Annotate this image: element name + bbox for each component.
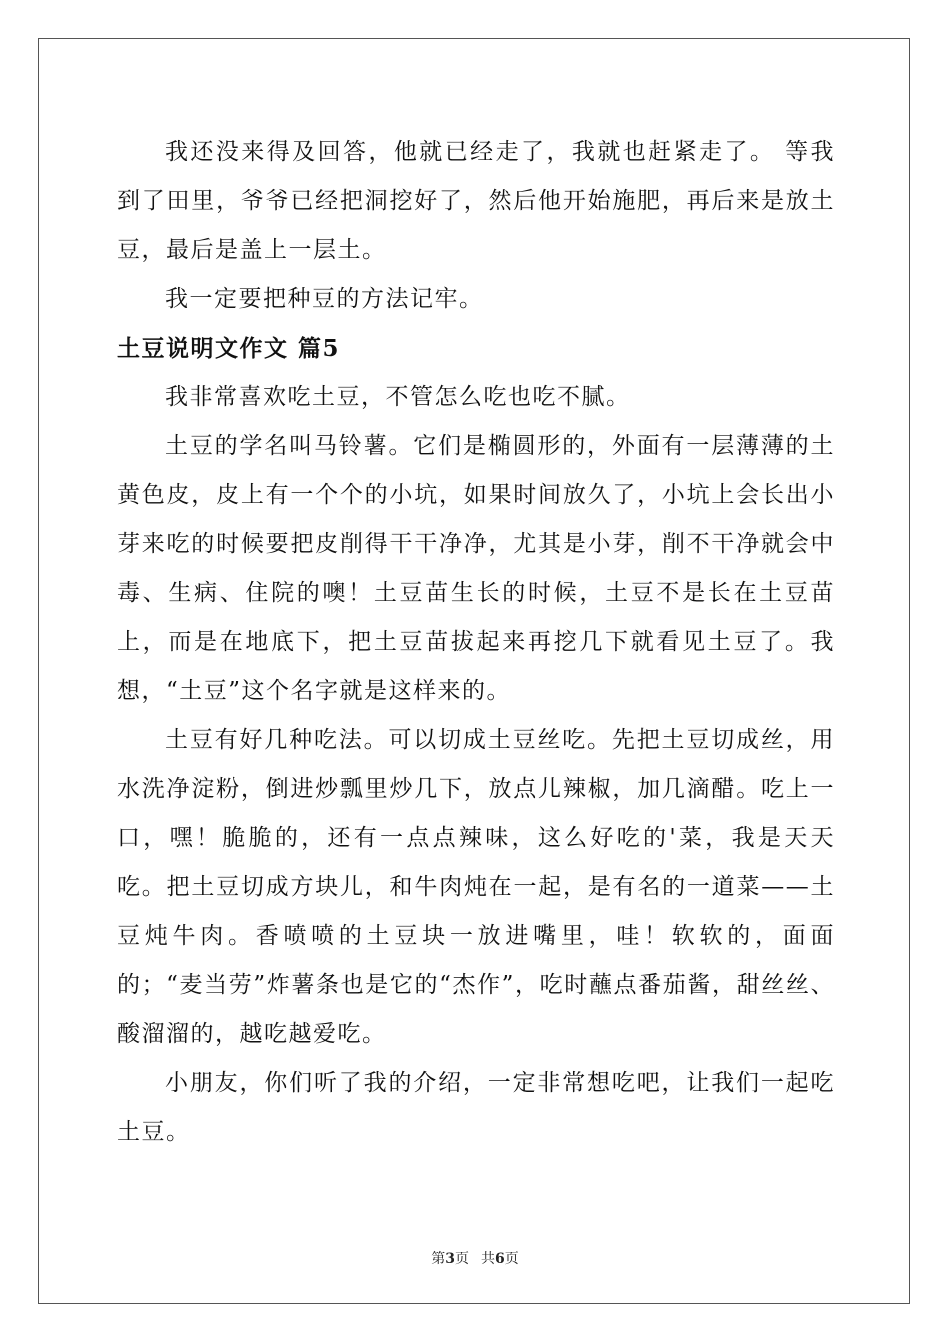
paragraph: 土豆有好几种吃法。可以切成土豆丝吃。先把土豆切成丝，用水洗净淀粉，倒进炒瓢里炒几下，放点儿辣椒，加几滴醋。吃上一口，嘿！脆脆的，还有一点点辣味，这么好吃的'菜，我是天天吃。把土豆切成方块儿，和牛肉炖在一起，是有名的一道菜——土豆炖牛肉。香喷喷的土豆块一放进嘴里，哇！软软的，面面的；“麦当劳”炸薯条也是它的“杰作”，吃时蘸点番茄酱，甜丝丝、酸溜溜的，越吃越爱吃。 (117, 727, 835, 1047)
paragraph: 我一定要把种豆的方法记牢。 (165, 286, 484, 312)
page-prefix: 第 (431, 1251, 446, 1267)
total-count: 6 (495, 1251, 505, 1267)
paragraph: 我非常喜欢吃土豆，不管怎么吃也吃不腻。 (165, 384, 631, 410)
paragraph: 小朋友，你们听了我的介绍，一定非常想吃吧，让我们一起吃土豆。 (117, 1070, 835, 1145)
page-number (431, 1251, 469, 1267)
page-footer (0, 1248, 950, 1268)
total-suffix: 页 (504, 1251, 519, 1267)
document-body (117, 128, 835, 1157)
paragraph: 我还没来得及回答，他就已经走了，我就也赶紧走了。 等我到了田里，爷爷已经把洞挖好了，然后他开始施肥，再后来是放土豆，最后是盖上一层土。 (117, 139, 835, 263)
page-suffix: 页 (455, 1251, 469, 1267)
section-heading: 土豆说明文作文 篇5 (117, 335, 341, 362)
total-prefix: 共 (481, 1251, 495, 1267)
page-total (481, 1251, 519, 1267)
page-current: 3 (445, 1251, 455, 1267)
paragraph: 土豆的学名叫马铃薯。它们是椭圆形的，外面有一层薄薄的土黄色皮，皮上有一个个的小坑，如果时间放久了，小坑上会长出小芽来吃的时候要把皮削得干干净净，尤其是小芽，削不干净就会中毒、生病、住院的噢！土豆苗生长的时候，土豆不是长在土豆苗上，而是在地底下，把土豆苗拔起来再挖几下就看见土豆了。我想，“土豆”这个名字就是这样来的。 (117, 433, 835, 704)
